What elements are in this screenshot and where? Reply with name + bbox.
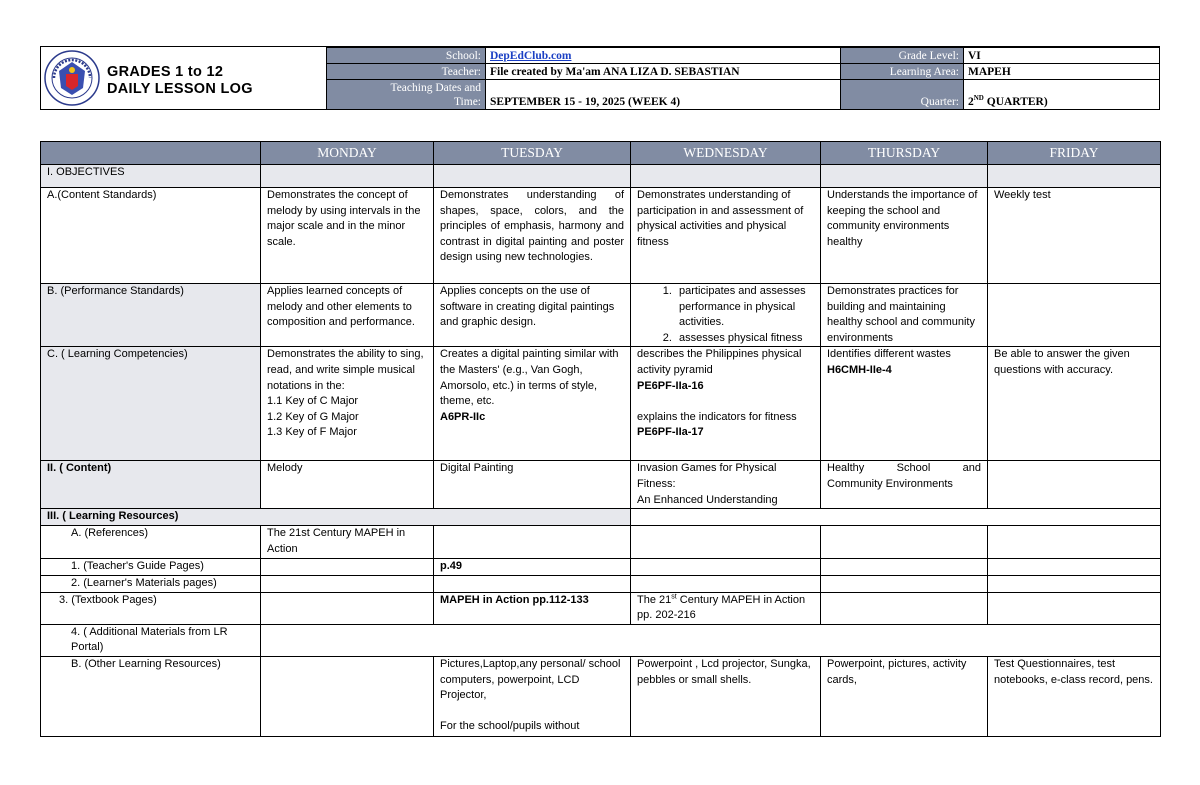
lc-tuesday-code: A6PR-IIc: [440, 410, 486, 423]
dates-label: [327, 80, 486, 110]
references-monday: The 21st Century MAPEH in Action: [261, 526, 434, 558]
school-link[interactable]: DepEdClub.com: [490, 49, 572, 62]
resources-row: [41, 509, 1161, 526]
additional-row: [41, 624, 1161, 656]
content-tuesday: Digital Painting: [434, 461, 631, 509]
header-info-table: [326, 47, 1160, 110]
quarter-num: 2: [968, 96, 974, 108]
resources-empty: [631, 509, 1161, 526]
other-wednesday: Powerpoint , Lcd projector, Sungka, pebbles or small shells.: [631, 656, 821, 736]
tg-friday: [988, 558, 1161, 575]
teacher-label: Teacher:: [327, 64, 486, 80]
competencies-label: C. ( Learning Competencies): [41, 347, 261, 461]
lm-row: [41, 575, 1161, 592]
tb-friday: [988, 592, 1161, 624]
lm-friday: [988, 575, 1161, 592]
tb-wed-sup: st: [671, 592, 677, 600]
other-friday: Test Questionnaires, test notebooks, e-class record, pens.: [988, 656, 1161, 736]
lc-thursday-text: Identifies different wastes: [827, 348, 951, 361]
lc-friday: Be able to answer the given questions with accuracy.: [988, 347, 1161, 461]
grade-label: Grade Level:: [841, 48, 964, 64]
cs-wednesday: Demonstrates understanding of participation in and assessment of physical activities and physical fitness: [631, 188, 821, 284]
area-value: MAPEH: [964, 64, 1160, 80]
ps-tuesday: Applies concepts on the use of software in creating digital paintings and graphic design.: [434, 284, 631, 347]
lm-thursday: [821, 575, 988, 592]
cs-monday: Demonstrates the concept of melody by using intervals in the major scale and in the minor scale.: [261, 188, 434, 284]
lm-monday: [261, 575, 434, 592]
other-tuesday-2: For the school/pupils without: [440, 720, 580, 733]
quarter-value: [964, 80, 1160, 110]
lc-wednesday-text-1: describes the Philippines physical activity pyramid: [637, 348, 802, 376]
quarter-rest: QUARTER): [983, 96, 1048, 108]
tb-tuesday: MAPEH in Action pp.112-133: [434, 592, 631, 624]
grade-value: VI: [964, 48, 1160, 64]
school-value: [486, 48, 841, 64]
dates-value: SEPTEMBER 15 - 19, 2025 (WEEK 4): [486, 80, 841, 110]
list-item: 1. participates and assesses performance in physical activities.: [675, 284, 814, 331]
lc-wednesday-code-2: PE6PF-IIa-17: [637, 426, 704, 439]
content-wednesday: [631, 461, 821, 509]
list-item: 2. assesses physical fitness: [675, 331, 814, 347]
lc-thursday: [821, 347, 988, 461]
content-row: [41, 461, 1161, 509]
day-friday: FRIDAY: [988, 142, 1161, 165]
dates-label-line2: Time:: [453, 96, 481, 108]
title-line-1: GRADES 1 to 12: [107, 64, 224, 80]
references-label: A. (References): [41, 526, 261, 558]
daily-lesson-table: [40, 141, 1161, 737]
lc-tuesday: [434, 347, 631, 461]
lm-label: 2. (Learner's Materials pages): [41, 575, 261, 592]
other-tuesday: [434, 656, 631, 736]
quarter-label: Quarter:: [841, 80, 964, 110]
lc-tuesday-text: Creates a digital painting similar with the Masters' (e.g., Van Gogh, Amorsolo, etc.) in terms of style, theme, etc.: [440, 348, 619, 408]
tb-wednesday: [631, 592, 821, 624]
teacher-value: File created by Ma'am ANA LIZA D. SEBASTIAN: [486, 64, 841, 80]
other-label: B. (Other Learning Resources): [41, 656, 261, 736]
content-standards-row: [41, 188, 1161, 284]
deped-seal-icon: [44, 50, 100, 106]
tg-monday: [261, 558, 434, 575]
content-friday: [988, 461, 1161, 509]
references-wednesday: [631, 526, 821, 558]
school-label: School:: [327, 48, 486, 64]
lesson-log-header: [40, 46, 1160, 110]
objectives-label: I. OBJECTIVES: [41, 165, 261, 188]
list-item: 1.1 Key of C Major: [267, 395, 359, 408]
tb-label: 3. (Textbook Pages): [41, 592, 261, 624]
tb-wed-post: Century MAPEH in Action pp. 202-216: [637, 593, 806, 622]
ps-wednesday-list: [637, 284, 814, 346]
day-thursday: THURSDAY: [821, 142, 988, 165]
day-wednesday: WEDNESDAY: [631, 142, 821, 165]
tb-thursday: [821, 592, 988, 624]
quarter-sup: ND: [973, 94, 984, 103]
corner-cell: [41, 142, 261, 165]
cs-tuesday: Demonstrates understanding of shapes, space, colors, and the principles of emphasis, harmony and contrast in digital painting and poster design using new technologies.: [434, 188, 631, 284]
day-monday: MONDAY: [261, 142, 434, 165]
performance-standards-label: B. (Performance Standards): [41, 284, 261, 347]
title-line-2: DAILY LESSON LOG: [107, 81, 253, 97]
objectives-fri: [988, 165, 1161, 188]
tb-wed-pre: The 21: [637, 593, 672, 606]
area-label: Learning Area:: [841, 64, 964, 80]
content-wednesday-1: Invasion Games for Physical Fitness:: [637, 462, 777, 490]
cs-thursday: Understands the importance of keeping the school and community environments healthy: [821, 188, 988, 284]
resources-label: III. ( Learning Resources): [41, 509, 631, 526]
lm-wednesday: [631, 575, 821, 592]
additional-empty: [261, 624, 1161, 656]
ps-friday: [988, 284, 1161, 347]
other-tuesday-1: Pictures,Laptop,any personal/ school computers, powerpoint, LCD Projector,: [440, 657, 621, 702]
title-block: [41, 47, 327, 109]
content-monday: Melody: [261, 461, 434, 509]
content-label: II. ( Content): [41, 461, 261, 509]
day-header-row: [41, 142, 1161, 165]
tb-monday: [261, 592, 434, 624]
objectives-thu: [821, 165, 988, 188]
content-thursday: Healthy School and Community Environments: [821, 461, 988, 509]
list-item: 1.3 Key of F Major: [267, 426, 357, 439]
tg-tuesday: p.49: [434, 558, 631, 575]
other-thursday: Powerpoint, pictures, activity cards,: [821, 656, 988, 736]
ps-monday: Applies learned concepts of melody and other elements to composition and performance.: [261, 284, 434, 347]
tb-row: [41, 592, 1161, 624]
objectives-row: [41, 165, 1161, 188]
competencies-row: [41, 347, 1161, 461]
lc-wednesday: [631, 347, 821, 461]
ps-wednesday: [631, 284, 821, 347]
lc-monday-intro: Demonstrates the ability to sing, read, and write simple musical notations in the:: [267, 348, 424, 392]
objectives-tue: [434, 165, 631, 188]
tg-label: 1. (Teacher's Guide Pages): [41, 558, 261, 575]
list-item: 1.2 Key of G Major: [267, 410, 359, 423]
performance-standards-row: [41, 284, 1161, 347]
page-title: [107, 64, 253, 98]
tg-thursday: [821, 558, 988, 575]
dates-label-line1: Teaching Dates and: [390, 82, 481, 94]
tg-row: [41, 558, 1161, 575]
objectives-mon: [261, 165, 434, 188]
content-wednesday-2: An Enhanced Understanding: [637, 493, 778, 506]
lc-thursday-code: H6CMH-IIe-4: [827, 363, 892, 376]
references-row: [41, 526, 1161, 558]
tg-wednesday: [631, 558, 821, 575]
ps-thursday: Demonstrates practices for building and maintaining healthy school and community environments: [821, 284, 988, 347]
day-tuesday: TUESDAY: [434, 142, 631, 165]
references-thursday: [821, 526, 988, 558]
additional-label: 4. ( Additional Materials from LR Portal): [41, 624, 261, 656]
other-resources-row: [41, 656, 1161, 736]
content-standards-label: A.(Content Standards): [41, 188, 261, 284]
lm-tuesday: [434, 575, 631, 592]
references-tuesday: [434, 526, 631, 558]
lc-monday: [261, 347, 434, 461]
other-monday: [261, 656, 434, 736]
references-friday: [988, 526, 1161, 558]
lc-wednesday-code-1: PE6PF-IIa-16: [637, 379, 704, 392]
lc-wednesday-text-2: explains the indicators for fitness: [637, 410, 797, 423]
cs-friday: Weekly test: [988, 188, 1161, 284]
objectives-wed: [631, 165, 821, 188]
